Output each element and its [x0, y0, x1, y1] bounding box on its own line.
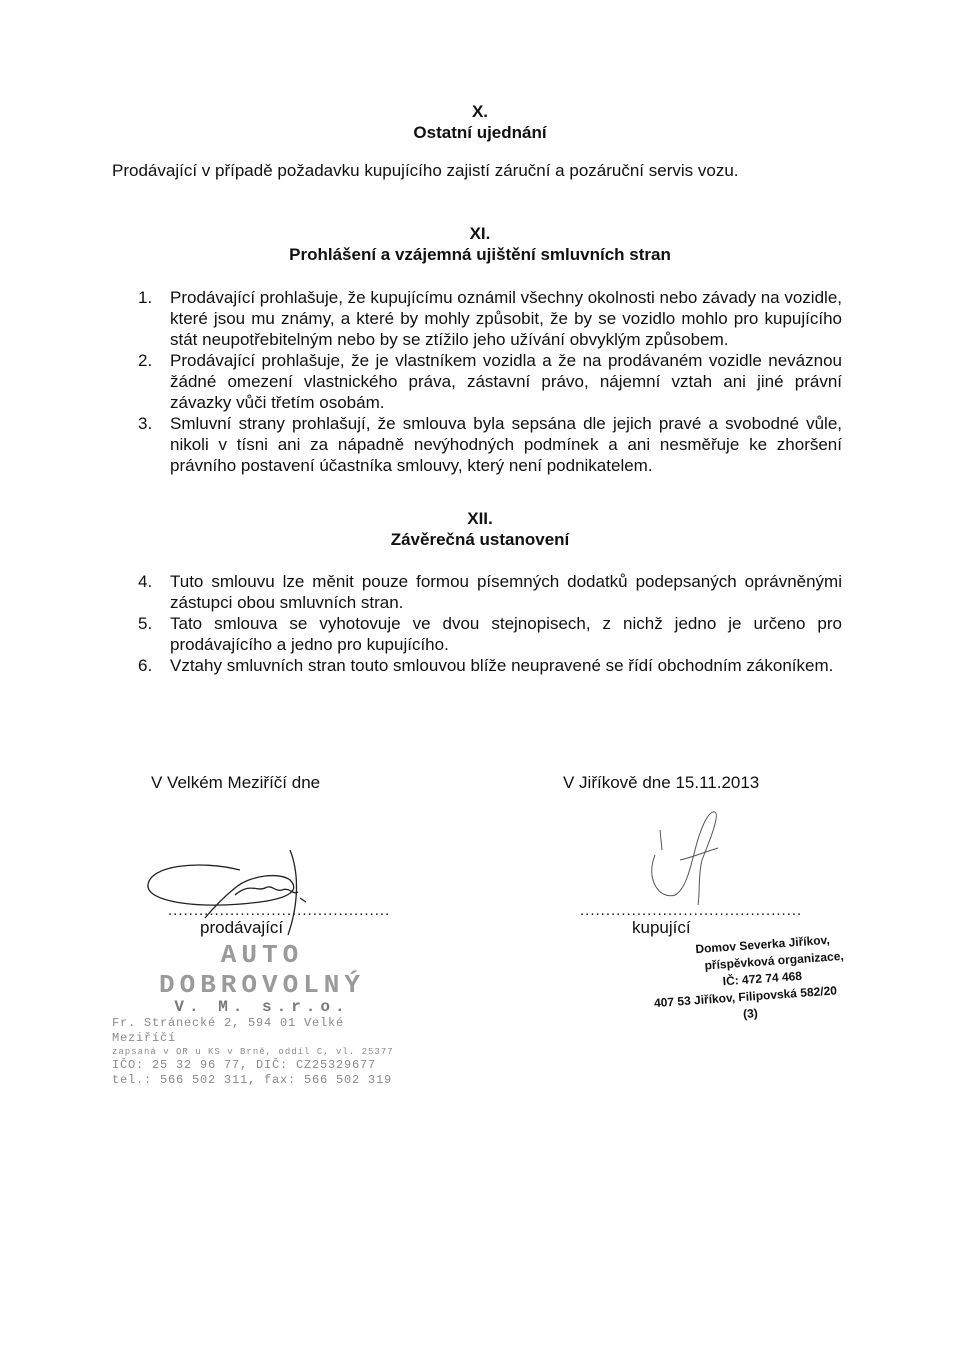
clause-5-number: 5. [138, 614, 153, 633]
seller-place-date: V Velkém Meziříčí dne [151, 773, 321, 792]
clause-4 [138, 571, 842, 613]
seller-stamp-ids: IČO: 25 32 96 77, DIČ: CZ25329677 [112, 1058, 377, 1072]
buyer-signature-line: ........................................... [580, 902, 803, 919]
buyer-stamp-line-3: IČ: 472 74 468 [722, 968, 803, 989]
buyer-organization-stamp [640, 927, 905, 1030]
seller-role-label: prodávající [200, 918, 284, 937]
clause-3-number: 3. [138, 414, 153, 433]
clause-3-text: Smluvní strany prohlašují, že smlouva byla sepsána dle jejich pravé a svobodné vůle, nikoli v tísni ani za nápadně nevýhodných podmínek a ani nesměřuje ke zhoršení právního postavení účastníka smlouvy, který není podnikatelem. [170, 414, 842, 475]
buyer-stamp-line-1: Domov Severka Jiříkov, [694, 932, 831, 957]
seller-stamp-registry: zapsaná v OR u KS v Brně, oddíl C, vl. 25377 [112, 1047, 394, 1057]
buyer-signature [640, 800, 730, 910]
clause-6 [138, 655, 842, 676]
clause-4-number: 4. [138, 572, 153, 591]
section-11-title: Prohlášení a vzájemná ujištění smluvních stran [289, 245, 671, 264]
clause-3 [138, 413, 842, 476]
section-12-title: Závěrečná ustanovení [390, 530, 570, 549]
clause-5 [138, 613, 842, 655]
seller-stamp-firm: AUTO DOBROVOLNÝ [158, 940, 366, 1000]
clause-2 [138, 350, 842, 413]
buyer-stamp-line-5: (3) [742, 1005, 759, 1021]
clause-2-text: Prodávající prohlašuje, že je vlastníkem vozidla a že na prodávaném vozidle neváznou žádné omezení vlastnického práva, zástavní právo, nájemní vztah ani jiné právní závazky vůči třetím osobám. [170, 351, 842, 412]
seller-stamp-sro: V. M. s.r.o. [174, 998, 350, 1016]
intro-paragraph: Prodávající v případě požadavku kupujícího zajistí záruční a pozáruční servis vozu. [112, 161, 739, 180]
clause-1-text: Prodávající prohlašuje, že kupujícímu oznámil všechny okolnosti nebo závady na vozidle, které jsou mu známy, a které by mohly způsobit, že by se vozidlo mohlo pro kupujícího stát neupotřebitelným nebo by se ztížilo jeho užívání obvyklým způsobem. [170, 288, 842, 349]
seller-stamp-address: Fr. Stránecké 2, 594 01 Velké Meziříčí [112, 1016, 345, 1045]
clause-4-text: Tuto smlouvu lze měnit pouze formou písemných dodatků podepsaných oprávněnými zástupci obou smluvních stran. [170, 572, 842, 612]
section-10-title: Ostatní ujednání [413, 123, 547, 142]
section-11-clauses [138, 287, 842, 476]
buyer-role-label: kupující [632, 918, 691, 937]
section-12-number: XII. [467, 509, 493, 528]
clause-6-text: Vztahy smluvních stran touto smlouvou blíže neupravené se řídí obchodním zákoníkem. [170, 656, 834, 675]
buyer-stamp-line-4: 407 53 Jiříkov, Filipovská 582/20 [653, 983, 838, 1011]
clause-2-number: 2. [138, 351, 153, 370]
section-12-clauses [138, 571, 842, 676]
buyer-stamp-line-2: příspěvková organizace, [704, 948, 845, 973]
seller-stamp-phone: tel.: 566 502 311, fax: 566 502 319 [112, 1073, 393, 1087]
section-11-number: XI. [469, 224, 491, 243]
clause-5-text: Tato smlouva se vyhotovuje ve dvou stejnopisech, z nichž jedno je určeno pro prodávajícího a jedno pro kupujícího. [170, 614, 842, 654]
clause-1 [138, 287, 842, 350]
clause-6-number: 6. [138, 656, 153, 675]
section-10-number: X. [471, 102, 489, 121]
buyer-place-date: V Jiříkově dne 15.11.2013 [563, 773, 760, 792]
clause-1-number: 1. [138, 288, 153, 307]
seller-company-stamp [112, 940, 412, 1088]
seller-signature-line: ........................................... [168, 902, 391, 919]
